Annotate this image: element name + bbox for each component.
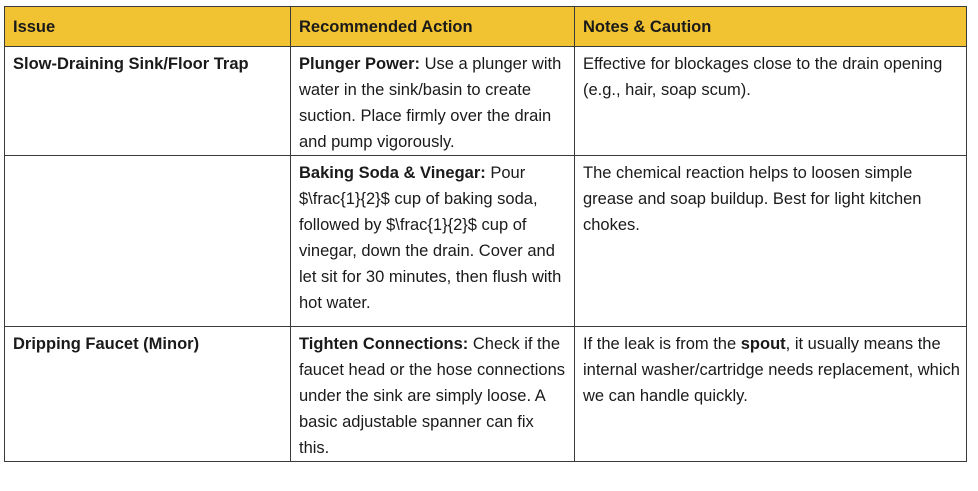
notes-cell [575, 327, 967, 462]
action-cell [291, 327, 575, 462]
action-title: Tighten Connections: [299, 335, 469, 353]
notes-text: The chemical reaction helps to loosen simple grease and soap buildup. Best for light kitchen chokes. [583, 164, 922, 234]
issue-cell: Slow-Draining Sink/Floor Trap [5, 47, 291, 156]
table-row [5, 47, 967, 156]
header-issue: Issue [5, 7, 291, 47]
action-title: Baking Soda & Vinegar: [299, 164, 486, 182]
notes-cell [575, 47, 967, 156]
notes-cell [575, 156, 967, 327]
action-title: Plunger Power: [299, 55, 421, 73]
table-row [5, 327, 967, 462]
table-header-row [5, 7, 967, 47]
action-text: Use a plunger with water in the sink/basin to create suction. Place firmly over the drain and pump vigorously. [299, 55, 562, 151]
issue-cell: Dripping Faucet (Minor) [5, 327, 291, 462]
action-text: Check if the faucet head or the hose connections under the sink are simply loose. A basic adjustable spanner can fix this. [299, 335, 566, 457]
notes-emphasis: spout [740, 335, 786, 353]
troubleshooting-table-container [4, 6, 966, 462]
issue-cell [5, 156, 291, 327]
notes-text: If the leak is from the [583, 335, 741, 353]
troubleshooting-table [4, 6, 967, 462]
action-cell [291, 156, 575, 327]
header-notes-caution: Notes & Caution [575, 7, 967, 47]
table-row [5, 156, 967, 327]
action-text: Pour $\frac{1}{2}$ cup of baking soda, followed by $\frac{1}{2}$ cup of vinegar, down the drain. Cover and let sit for 30 minutes, then flush with hot water. [299, 164, 562, 312]
notes-text-after: , it usually means the internal washer/cartridge needs replacement, which we can handle quickly. [583, 335, 960, 405]
notes-text: Effective for blockages close to the drain opening (e.g., hair, soap scum). [583, 55, 943, 99]
action-cell [291, 47, 575, 156]
header-recommended-action: Recommended Action [291, 7, 575, 47]
